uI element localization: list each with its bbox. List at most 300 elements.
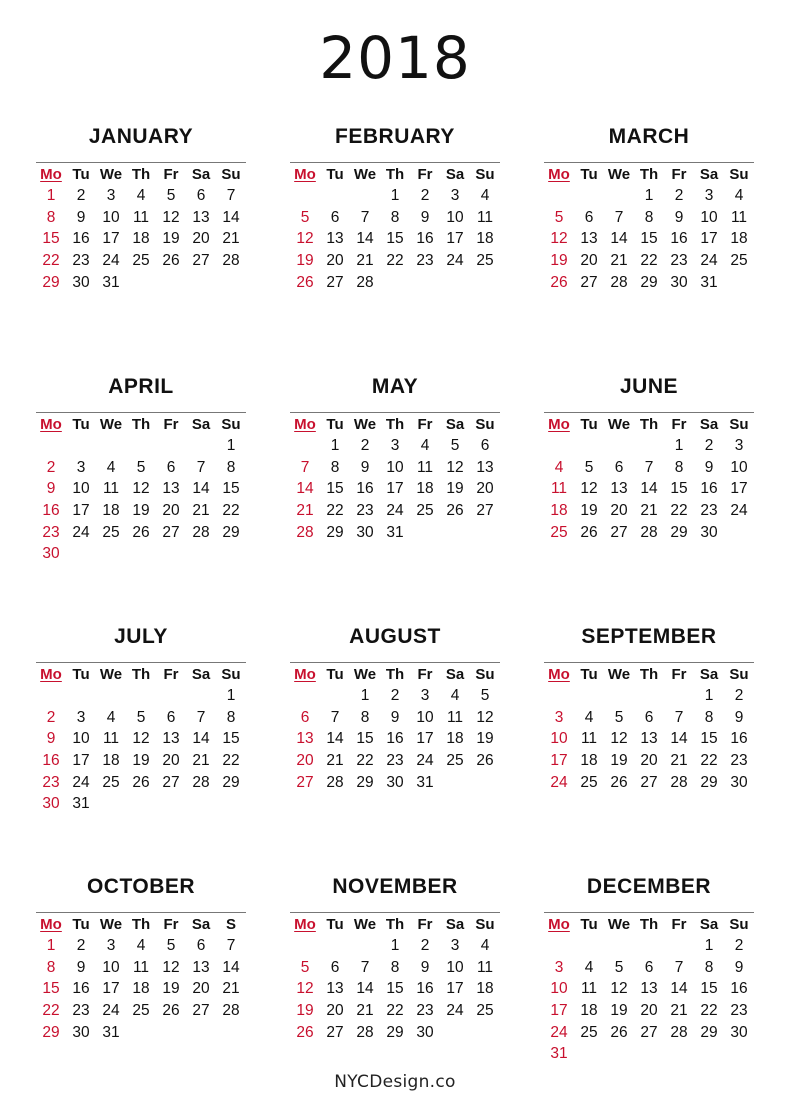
- weekday-header: Tu: [72, 416, 90, 433]
- weekday-header: Su: [221, 666, 241, 683]
- day-cell: 6: [196, 187, 206, 204]
- day-cell: 31: [386, 523, 404, 541]
- day-cell: 13: [640, 980, 658, 998]
- day-cell: 23: [72, 1002, 90, 1020]
- day-cell: 11: [132, 958, 150, 976]
- day-cell: 13: [476, 458, 494, 476]
- day-cell: 29: [700, 1023, 718, 1041]
- day-cell: 22: [700, 1002, 718, 1020]
- day-cell: 30: [386, 773, 404, 791]
- empty-day-cell: [634, 1043, 664, 1065]
- day-cell: 18: [102, 752, 120, 770]
- day-cell: 11: [476, 208, 494, 226]
- empty-day-cell: [156, 543, 186, 565]
- day-cell: 6: [330, 208, 340, 226]
- day-cell: 23: [730, 1002, 748, 1020]
- empty-day-cell: [380, 272, 410, 294]
- day-cell: 4: [584, 958, 594, 976]
- day-cell: 20: [162, 502, 180, 520]
- day-cell: 28: [356, 273, 374, 291]
- day-cell: 24: [72, 523, 90, 541]
- empty-day-cell: [96, 793, 126, 815]
- weekday-header: Fr: [163, 916, 179, 933]
- day-cell: 28: [610, 273, 628, 291]
- day-cell: 3: [420, 687, 430, 704]
- day-cell: 27: [580, 273, 598, 291]
- day-cell: 20: [580, 252, 598, 270]
- day-cell: 4: [106, 458, 116, 476]
- empty-day-cell: [634, 935, 664, 957]
- day-cell: 17: [550, 1002, 568, 1020]
- weekday-header: Fr: [163, 166, 179, 183]
- day-cell: 11: [550, 480, 568, 498]
- day-cell: 9: [704, 458, 714, 476]
- month-november: [290, 872, 500, 1043]
- day-cell: 28: [222, 252, 240, 270]
- day-cell: 30: [730, 773, 748, 791]
- day-cell: 26: [610, 773, 628, 791]
- day-cell: 20: [162, 752, 180, 770]
- day-cell: 17: [102, 230, 120, 248]
- day-cell: 16: [356, 480, 374, 498]
- day-cell: 14: [356, 230, 374, 248]
- day-cell: 15: [326, 480, 344, 498]
- weekday-header: We: [607, 166, 631, 183]
- weekday-header: Tu: [326, 916, 344, 933]
- day-cell: 22: [640, 252, 658, 270]
- day-cell: 24: [416, 752, 434, 770]
- day-cell: 12: [162, 958, 180, 976]
- day-cell: 13: [640, 730, 658, 748]
- day-cell: 4: [106, 708, 116, 726]
- day-cell: 27: [192, 252, 210, 270]
- day-cell: 17: [700, 230, 718, 248]
- day-cell: 9: [390, 708, 400, 726]
- day-cell: 11: [580, 730, 598, 748]
- weekday-header: Th: [639, 916, 659, 933]
- day-cell: 1: [390, 187, 400, 204]
- day-cell: 6: [196, 937, 206, 954]
- day-cell: 21: [356, 1002, 374, 1020]
- day-cell: 10: [102, 208, 120, 226]
- month-day-grid: [544, 413, 754, 543]
- day-cell: 23: [72, 252, 90, 270]
- day-cell: 8: [704, 708, 714, 726]
- day-cell: 18: [550, 502, 568, 520]
- day-cell: 15: [386, 230, 404, 248]
- day-cell: 2: [734, 687, 744, 704]
- empty-day-cell: [724, 522, 754, 544]
- day-cell: 18: [416, 480, 434, 498]
- day-cell: 4: [450, 687, 460, 704]
- day-cell: 15: [42, 980, 60, 998]
- month-day-grid: [290, 413, 500, 543]
- month-february: [290, 122, 500, 293]
- day-cell: 15: [356, 730, 374, 748]
- day-cell: 11: [446, 708, 464, 726]
- day-cell: 26: [162, 252, 180, 270]
- day-cell: 12: [132, 730, 150, 748]
- weekday-header: Sa: [191, 416, 211, 433]
- day-cell: 29: [222, 773, 240, 791]
- day-cell: 26: [550, 273, 568, 291]
- empty-day-cell: [216, 272, 246, 294]
- weekday-header: Tu: [326, 666, 344, 683]
- day-cell: 1: [360, 687, 370, 704]
- weekday-header: We: [99, 166, 123, 183]
- day-cell: 11: [476, 958, 494, 976]
- day-cell: 28: [192, 773, 210, 791]
- day-cell: 14: [670, 980, 688, 998]
- day-cell: 13: [326, 230, 344, 248]
- day-cell: 13: [610, 480, 628, 498]
- empty-day-cell: [186, 1022, 216, 1044]
- empty-day-cell: [574, 1043, 604, 1065]
- day-cell: 18: [730, 230, 748, 248]
- day-cell: 24: [102, 1002, 120, 1020]
- empty-day-cell: [126, 543, 156, 565]
- day-cell: 17: [446, 230, 464, 248]
- day-cell: 17: [416, 730, 434, 748]
- day-cell: 17: [72, 752, 90, 770]
- day-cell: 16: [730, 730, 748, 748]
- month-name: AUGUST: [349, 625, 441, 648]
- day-cell: 14: [222, 958, 240, 976]
- day-cell: 24: [446, 252, 464, 270]
- day-cell: 4: [734, 187, 744, 204]
- weekday-header: Su: [475, 166, 495, 183]
- month-day-grid: [290, 663, 500, 793]
- day-cell: 29: [700, 773, 718, 791]
- weekday-header: We: [607, 916, 631, 933]
- day-cell: 25: [102, 773, 120, 791]
- day-cell: 22: [42, 252, 60, 270]
- day-cell: 18: [476, 230, 494, 248]
- month-day-grid: [544, 163, 754, 293]
- weekday-header: We: [353, 666, 377, 683]
- day-cell: 23: [416, 252, 434, 270]
- day-cell: 27: [162, 523, 180, 541]
- day-cell: 26: [132, 523, 150, 541]
- day-cell: 18: [132, 230, 150, 248]
- day-cell: 18: [580, 752, 598, 770]
- day-cell: 8: [330, 458, 340, 476]
- day-cell: 29: [222, 523, 240, 541]
- month-day-grid: [544, 913, 754, 1065]
- day-cell: 20: [326, 252, 344, 270]
- month-april: [36, 372, 246, 565]
- day-cell: 22: [326, 502, 344, 520]
- day-cell: 16: [700, 480, 718, 498]
- day-cell: 20: [192, 980, 210, 998]
- day-cell: 14: [192, 480, 210, 498]
- empty-day-cell: [186, 543, 216, 565]
- day-cell: 28: [670, 1023, 688, 1041]
- day-cell: 16: [42, 752, 60, 770]
- weekday-header: Mo: [548, 166, 570, 183]
- day-cell: 8: [226, 458, 236, 476]
- day-cell: 3: [450, 187, 460, 204]
- day-cell: 14: [222, 208, 240, 226]
- day-cell: 1: [704, 937, 714, 954]
- day-cell: 21: [670, 1002, 688, 1020]
- weekday-header: Sa: [445, 666, 465, 683]
- day-cell: 24: [386, 502, 404, 520]
- empty-day-cell: [186, 793, 216, 815]
- day-cell: 10: [102, 958, 120, 976]
- day-cell: 6: [300, 708, 310, 726]
- empty-day-cell: [126, 685, 156, 707]
- month-name: MARCH: [608, 125, 690, 148]
- day-cell: 29: [640, 273, 658, 291]
- day-cell: 12: [296, 980, 314, 998]
- month-name: JUNE: [619, 375, 679, 398]
- day-cell: 28: [640, 523, 658, 541]
- day-cell: 4: [420, 437, 430, 454]
- empty-day-cell: [440, 272, 470, 294]
- weekday-header: Sa: [699, 666, 719, 683]
- day-cell: 22: [670, 502, 688, 520]
- month-january: [36, 122, 246, 293]
- day-cell: 19: [550, 252, 568, 270]
- day-cell: 14: [326, 730, 344, 748]
- day-cell: 27: [640, 1023, 658, 1041]
- weekday-header: Fr: [671, 916, 687, 933]
- day-cell: 17: [550, 752, 568, 770]
- day-cell: 6: [166, 458, 176, 476]
- day-cell: 8: [360, 708, 370, 726]
- day-cell: 28: [296, 523, 314, 541]
- weekday-header: Mo: [40, 166, 62, 183]
- day-cell: 6: [584, 208, 594, 226]
- day-cell: 29: [42, 1023, 60, 1041]
- weekday-header: We: [99, 916, 123, 933]
- day-cell: 7: [196, 458, 206, 476]
- day-cell: 7: [360, 958, 370, 976]
- day-cell: 9: [46, 480, 56, 498]
- day-cell: 30: [72, 273, 90, 291]
- empty-day-cell: [574, 435, 604, 457]
- weekday-header: Th: [639, 166, 659, 183]
- day-cell: 5: [614, 708, 624, 726]
- weekday-header: Su: [475, 916, 495, 933]
- day-cell: 5: [166, 937, 176, 954]
- empty-day-cell: [216, 1022, 246, 1044]
- weekday-header: Tu: [72, 166, 90, 183]
- day-cell: 16: [730, 980, 748, 998]
- empty-day-cell: [126, 1022, 156, 1044]
- weekday-header: Fr: [417, 666, 433, 683]
- weekday-header: Sa: [445, 166, 465, 183]
- day-cell: 11: [580, 980, 598, 998]
- empty-day-cell: [290, 435, 320, 457]
- day-cell: 26: [132, 773, 150, 791]
- weekday-header: Fr: [163, 666, 179, 683]
- empty-day-cell: [290, 935, 320, 957]
- day-cell: 4: [136, 937, 146, 954]
- day-cell: 22: [356, 752, 374, 770]
- month-october: [36, 872, 246, 1043]
- weekday-header: Fr: [671, 166, 687, 183]
- weekday-header: Mo: [40, 916, 62, 933]
- day-cell: 23: [42, 773, 60, 791]
- day-cell: 23: [42, 523, 60, 541]
- day-cell: 13: [580, 230, 598, 248]
- weekday-header: We: [607, 416, 631, 433]
- day-cell: 31: [416, 773, 434, 791]
- day-cell: 15: [386, 980, 404, 998]
- weekday-header: Fr: [417, 416, 433, 433]
- weekday-header: Sa: [699, 916, 719, 933]
- empty-day-cell: [470, 272, 500, 294]
- empty-day-cell: [156, 685, 186, 707]
- day-cell: 8: [390, 208, 400, 226]
- day-cell: 13: [192, 958, 210, 976]
- day-cell: 13: [162, 730, 180, 748]
- empty-day-cell: [290, 185, 320, 207]
- day-cell: 3: [76, 708, 86, 726]
- day-cell: 3: [390, 437, 400, 454]
- weekday-header: We: [99, 416, 123, 433]
- empty-day-cell: [126, 435, 156, 457]
- day-cell: 15: [670, 480, 688, 498]
- empty-day-cell: [350, 185, 380, 207]
- day-cell: 2: [674, 187, 684, 204]
- day-cell: 27: [192, 1002, 210, 1020]
- day-cell: 3: [554, 958, 564, 976]
- day-cell: 22: [386, 252, 404, 270]
- day-cell: 25: [476, 1002, 494, 1020]
- day-cell: 2: [76, 937, 86, 954]
- empty-day-cell: [724, 272, 754, 294]
- day-cell: 24: [550, 773, 568, 791]
- day-cell: 17: [386, 480, 404, 498]
- empty-day-cell: [96, 435, 126, 457]
- weekday-header: Sa: [699, 416, 719, 433]
- day-cell: 24: [72, 773, 90, 791]
- month-day-grid: [290, 913, 500, 1043]
- day-cell: 12: [580, 480, 598, 498]
- empty-day-cell: [96, 685, 126, 707]
- day-cell: 3: [450, 937, 460, 954]
- day-cell: 1: [46, 187, 56, 204]
- day-cell: 27: [476, 502, 494, 520]
- day-cell: 8: [390, 958, 400, 976]
- weekday-header: Mo: [548, 916, 570, 933]
- month-name: JULY: [114, 625, 168, 648]
- day-cell: 16: [72, 980, 90, 998]
- day-cell: 22: [386, 1002, 404, 1020]
- weekday-header: Mo: [294, 916, 316, 933]
- day-cell: 9: [420, 208, 430, 226]
- day-cell: 5: [584, 458, 594, 476]
- day-cell: 4: [584, 708, 594, 726]
- day-cell: 30: [416, 1023, 434, 1041]
- day-cell: 15: [222, 730, 240, 748]
- day-cell: 29: [386, 1023, 404, 1041]
- empty-day-cell: [66, 685, 96, 707]
- day-cell: 11: [102, 480, 120, 498]
- day-cell: 28: [356, 1023, 374, 1041]
- day-cell: 16: [416, 230, 434, 248]
- day-cell: 21: [222, 980, 240, 998]
- empty-day-cell: [544, 935, 574, 957]
- day-cell: 30: [670, 273, 688, 291]
- empty-day-cell: [694, 1043, 724, 1065]
- empty-day-cell: [440, 1022, 470, 1044]
- day-cell: 2: [704, 437, 714, 454]
- weekday-header: Th: [385, 916, 405, 933]
- month-september: [544, 622, 754, 793]
- day-cell: 1: [390, 937, 400, 954]
- day-cell: 31: [700, 273, 718, 291]
- weekday-header: Sa: [699, 166, 719, 183]
- day-cell: 15: [640, 230, 658, 248]
- day-cell: 7: [360, 208, 370, 226]
- day-cell: 4: [480, 937, 490, 954]
- day-cell: 12: [610, 730, 628, 748]
- day-cell: 9: [674, 208, 684, 226]
- day-cell: 10: [72, 730, 90, 748]
- day-cell: 1: [644, 187, 654, 204]
- day-cell: 19: [610, 1002, 628, 1020]
- day-cell: 19: [132, 752, 150, 770]
- day-cell: 20: [476, 480, 494, 498]
- weekday-header: Fr: [417, 916, 433, 933]
- empty-day-cell: [126, 272, 156, 294]
- weekday-header: We: [353, 166, 377, 183]
- weekday-header: Su: [475, 666, 495, 683]
- month-name: OCTOBER: [86, 875, 196, 898]
- day-cell: 31: [72, 795, 90, 813]
- empty-day-cell: [156, 272, 186, 294]
- weekday-header: Th: [639, 416, 659, 433]
- weekday-header: Sa: [445, 916, 465, 933]
- day-cell: 20: [296, 752, 314, 770]
- weekday-header: Su: [729, 166, 749, 183]
- day-cell: 29: [42, 273, 60, 291]
- empty-day-cell: [216, 793, 246, 815]
- weekday-header: We: [353, 916, 377, 933]
- month-name: JANUARY: [88, 125, 194, 148]
- day-cell: 17: [446, 980, 464, 998]
- day-cell: 2: [76, 187, 86, 204]
- day-cell: 2: [734, 937, 744, 954]
- month-day-grid: [36, 663, 246, 815]
- day-cell: 14: [670, 730, 688, 748]
- day-cell: 16: [72, 230, 90, 248]
- day-cell: 25: [580, 773, 598, 791]
- day-cell: 15: [700, 730, 718, 748]
- day-cell: 20: [192, 230, 210, 248]
- month-name: MAY: [371, 375, 419, 398]
- weekday-header: Tu: [72, 916, 90, 933]
- day-cell: 10: [700, 208, 718, 226]
- day-cell: 11: [416, 458, 434, 476]
- day-cell: 10: [446, 958, 464, 976]
- empty-day-cell: [574, 935, 604, 957]
- empty-day-cell: [350, 935, 380, 957]
- day-cell: 7: [300, 458, 310, 476]
- empty-day-cell: [470, 772, 500, 794]
- weekday-header: Mo: [294, 166, 316, 183]
- day-cell: 21: [356, 252, 374, 270]
- weekday-header: Th: [385, 416, 405, 433]
- day-cell: 3: [554, 708, 564, 726]
- day-cell: 6: [330, 958, 340, 976]
- empty-day-cell: [66, 435, 96, 457]
- day-cell: 8: [704, 958, 714, 976]
